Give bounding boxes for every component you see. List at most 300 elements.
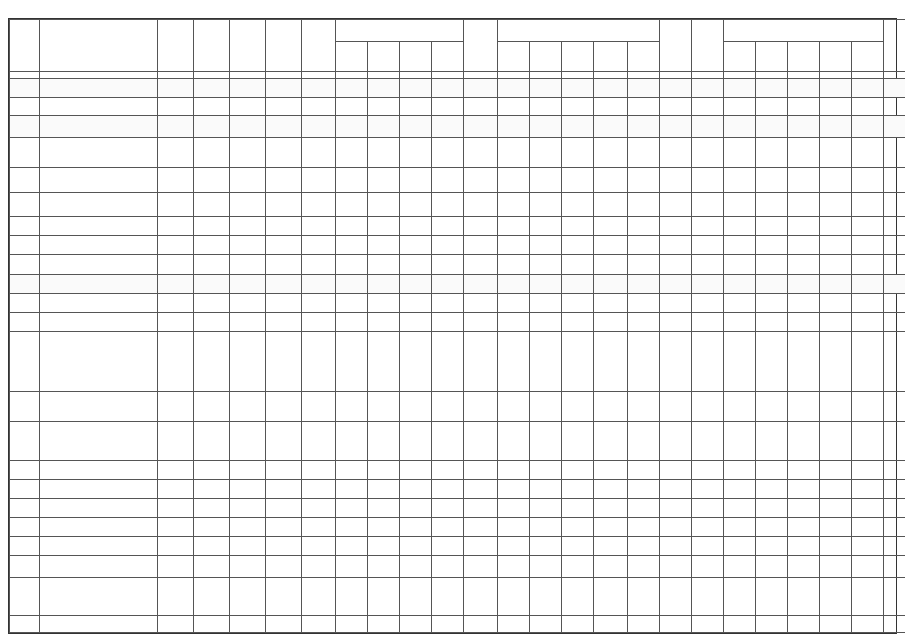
table-cell	[368, 517, 400, 536]
table-cell	[852, 137, 884, 167]
table-cell	[756, 293, 788, 312]
table-cell	[10, 236, 40, 255]
table-cell	[400, 498, 432, 517]
table-cell	[400, 217, 432, 236]
header-cell	[194, 20, 230, 72]
table-cell	[724, 556, 756, 578]
header-cell	[10, 20, 40, 72]
table-cell	[530, 137, 562, 167]
table-cell	[852, 460, 884, 479]
table-cell	[498, 479, 530, 498]
table-cell	[628, 312, 660, 331]
header-cell	[302, 20, 336, 72]
table-cell	[158, 479, 194, 498]
table-cell	[230, 137, 266, 167]
table-cell	[266, 255, 302, 274]
table-cell	[756, 79, 788, 98]
table-cell	[692, 192, 724, 217]
table-cell	[852, 79, 884, 98]
table-cell	[884, 479, 905, 498]
table-cell	[230, 312, 266, 331]
table-row	[10, 312, 905, 331]
table-cell	[884, 517, 905, 536]
table-cell	[464, 517, 498, 536]
table-cell	[158, 537, 194, 556]
table-cell	[884, 79, 905, 98]
table-cell	[820, 255, 852, 274]
table-cell	[266, 98, 302, 116]
table-cell	[194, 274, 230, 293]
table-cell	[530, 392, 562, 422]
table-cell	[788, 274, 820, 293]
table-cell	[692, 236, 724, 255]
table-cell	[692, 460, 724, 479]
table-cell	[562, 236, 594, 255]
table-cell	[660, 79, 692, 98]
table-cell	[400, 192, 432, 217]
table-cell	[498, 312, 530, 331]
table-cell	[852, 479, 884, 498]
header-cell	[432, 42, 464, 72]
table-cell	[820, 293, 852, 312]
table-cell	[498, 537, 530, 556]
table-cell	[336, 422, 368, 460]
table-cell	[756, 217, 788, 236]
header-cell	[266, 20, 302, 72]
table-cell	[788, 255, 820, 274]
table-cell	[594, 616, 628, 633]
table-cell	[594, 537, 628, 556]
table-cell	[230, 79, 266, 98]
table-cell	[368, 537, 400, 556]
table-cell	[724, 115, 756, 137]
table-cell	[432, 331, 464, 391]
table-cell	[302, 578, 336, 616]
header-cell	[852, 42, 884, 72]
table-cell	[158, 498, 194, 517]
table-cell	[302, 392, 336, 422]
table-cell	[724, 192, 756, 217]
table-cell	[10, 517, 40, 536]
table-cell	[788, 217, 820, 236]
table-cell	[884, 556, 905, 578]
table-cell	[820, 217, 852, 236]
header-cell	[368, 42, 400, 72]
table-row	[10, 460, 905, 479]
table-cell	[594, 79, 628, 98]
table-cell	[562, 192, 594, 217]
table-cell	[40, 460, 158, 479]
table-cell	[158, 255, 194, 274]
table-cell	[852, 616, 884, 633]
table-cell	[756, 255, 788, 274]
table-cell	[230, 460, 266, 479]
column-number-cell	[820, 72, 852, 79]
table-cell	[852, 293, 884, 312]
header-cell	[158, 20, 194, 72]
table-cell	[692, 137, 724, 167]
table-cell	[724, 331, 756, 391]
table-cell	[368, 255, 400, 274]
register-table	[9, 19, 905, 633]
table-cell	[302, 137, 336, 167]
table-cell	[788, 479, 820, 498]
table-cell	[594, 517, 628, 536]
table-cell	[852, 312, 884, 331]
column-number-cell	[530, 72, 562, 79]
table-cell	[628, 98, 660, 116]
table-cell	[432, 578, 464, 616]
table-cell	[660, 498, 692, 517]
table-cell	[884, 192, 905, 217]
table-cell	[40, 422, 158, 460]
table-cell	[788, 537, 820, 556]
table-cell	[498, 293, 530, 312]
table-cell	[788, 460, 820, 479]
table-cell	[368, 167, 400, 192]
register-sheet	[8, 18, 897, 634]
table-cell	[692, 293, 724, 312]
table-cell	[692, 98, 724, 116]
table-cell	[628, 616, 660, 633]
table-cell	[368, 556, 400, 578]
table-cell	[302, 236, 336, 255]
table-cell	[884, 578, 905, 616]
header-cell	[40, 20, 158, 72]
table-cell	[498, 392, 530, 422]
table-cell	[660, 167, 692, 192]
table-cell	[884, 274, 905, 293]
table-cell	[594, 556, 628, 578]
table-cell	[562, 479, 594, 498]
header-cell	[498, 42, 530, 72]
table-cell	[336, 137, 368, 167]
table-cell	[400, 137, 432, 167]
table-cell	[884, 98, 905, 116]
table-cell	[660, 137, 692, 167]
table-cell	[884, 537, 905, 556]
table-cell	[40, 392, 158, 422]
table-cell	[692, 392, 724, 422]
table-cell	[368, 331, 400, 391]
table-cell	[266, 460, 302, 479]
table-cell	[432, 556, 464, 578]
table-cell	[724, 578, 756, 616]
header-group	[724, 20, 884, 42]
table-cell	[230, 578, 266, 616]
table-cell	[400, 517, 432, 536]
header-cell	[660, 20, 692, 72]
table-cell	[464, 616, 498, 633]
table-cell	[464, 578, 498, 616]
table-cell	[400, 79, 432, 98]
table-cell	[368, 98, 400, 116]
table-row	[10, 217, 905, 236]
table-cell	[788, 498, 820, 517]
table-cell	[884, 422, 905, 460]
header-cell	[820, 42, 852, 72]
table-cell	[594, 192, 628, 217]
table-cell	[10, 460, 40, 479]
table-row	[10, 422, 905, 460]
table-cell	[432, 537, 464, 556]
table-cell	[368, 79, 400, 98]
table-cell	[562, 498, 594, 517]
table-cell	[498, 192, 530, 217]
header-cell	[464, 20, 498, 72]
table-cell	[302, 167, 336, 192]
header-cell	[336, 42, 368, 72]
table-cell	[432, 293, 464, 312]
table-cell	[368, 460, 400, 479]
table-cell	[628, 331, 660, 391]
table-cell	[852, 331, 884, 391]
table-cell	[530, 293, 562, 312]
table-cell	[432, 616, 464, 633]
table-cell	[464, 98, 498, 116]
table-cell	[498, 137, 530, 167]
table-cell	[302, 460, 336, 479]
table-cell	[10, 331, 40, 391]
table-cell	[464, 312, 498, 331]
table-cell	[158, 98, 194, 116]
table-cell	[368, 236, 400, 255]
table-cell	[10, 578, 40, 616]
table-cell	[40, 517, 158, 536]
table-cell	[194, 115, 230, 137]
table-cell	[884, 236, 905, 255]
table-cell	[724, 98, 756, 116]
table-cell	[158, 331, 194, 391]
table-cell	[530, 236, 562, 255]
table-cell	[628, 255, 660, 274]
table-cell	[692, 331, 724, 391]
table-cell	[660, 255, 692, 274]
table-cell	[756, 392, 788, 422]
table-cell	[628, 167, 660, 192]
table-cell	[724, 217, 756, 236]
table-cell	[724, 392, 756, 422]
table-cell	[40, 616, 158, 633]
table-cell	[756, 167, 788, 192]
table-cell	[10, 293, 40, 312]
table-cell	[230, 192, 266, 217]
table-cell	[302, 498, 336, 517]
header-cell	[594, 42, 628, 72]
table-cell	[266, 293, 302, 312]
table-cell	[464, 460, 498, 479]
table-cell	[368, 422, 400, 460]
table-cell	[302, 115, 336, 137]
table-cell	[158, 79, 194, 98]
table-cell	[884, 392, 905, 422]
table-cell	[464, 422, 498, 460]
table-cell	[432, 255, 464, 274]
table-cell	[884, 255, 905, 274]
table-cell	[230, 167, 266, 192]
table-cell	[266, 115, 302, 137]
table-cell	[562, 79, 594, 98]
table-cell	[628, 236, 660, 255]
table-cell	[756, 479, 788, 498]
table-cell	[194, 578, 230, 616]
table-cell	[40, 115, 158, 137]
table-cell	[10, 498, 40, 517]
table-cell	[400, 422, 432, 460]
table-cell	[158, 556, 194, 578]
table-cell	[368, 137, 400, 167]
table-cell	[336, 167, 368, 192]
table-cell	[400, 255, 432, 274]
table-cell	[530, 274, 562, 293]
table-cell	[10, 274, 40, 293]
column-number-cell	[498, 72, 530, 79]
table-cell	[692, 517, 724, 536]
table-cell	[336, 79, 368, 98]
column-number-cell	[562, 72, 594, 79]
table-cell	[660, 537, 692, 556]
column-number-cell	[594, 72, 628, 79]
table-cell	[432, 392, 464, 422]
table-cell	[660, 517, 692, 536]
table-cell	[724, 293, 756, 312]
table-cell	[562, 312, 594, 331]
table-cell	[302, 479, 336, 498]
table-cell	[660, 236, 692, 255]
column-number-cell	[464, 72, 498, 79]
table-cell	[884, 137, 905, 167]
table-cell	[852, 115, 884, 137]
table-cell	[724, 79, 756, 98]
table-cell	[756, 616, 788, 633]
table-cell	[820, 460, 852, 479]
column-number-cell	[400, 72, 432, 79]
table-cell	[692, 79, 724, 98]
header-cell	[530, 42, 562, 72]
table-cell	[628, 479, 660, 498]
table-cell	[498, 115, 530, 137]
table-cell	[788, 312, 820, 331]
table-cell	[788, 192, 820, 217]
table-cell	[230, 115, 266, 137]
table-cell	[400, 479, 432, 498]
table-cell	[400, 167, 432, 192]
table-cell	[432, 217, 464, 236]
table-cell	[628, 460, 660, 479]
table-row	[10, 255, 905, 274]
table-cell	[230, 236, 266, 255]
table-cell	[594, 236, 628, 255]
table-cell	[820, 578, 852, 616]
table-cell	[400, 312, 432, 331]
table-cell	[10, 255, 40, 274]
table-cell	[230, 556, 266, 578]
table-cell	[756, 312, 788, 331]
table-cell	[530, 192, 562, 217]
table-cell	[756, 236, 788, 255]
column-number-cell	[266, 72, 302, 79]
table-cell	[562, 616, 594, 633]
table-cell	[158, 293, 194, 312]
table-cell	[40, 312, 158, 331]
table-cell	[628, 293, 660, 312]
header-cell	[692, 20, 724, 72]
table-cell	[530, 578, 562, 616]
table-cell	[194, 498, 230, 517]
table-cell	[660, 556, 692, 578]
table-cell	[40, 137, 158, 167]
table-cell	[498, 255, 530, 274]
table-cell	[40, 255, 158, 274]
table-cell	[498, 79, 530, 98]
table-cell	[530, 537, 562, 556]
table-cell	[368, 498, 400, 517]
table-cell	[400, 460, 432, 479]
table-cell	[852, 392, 884, 422]
column-number-cell	[660, 72, 692, 79]
table-cell	[692, 115, 724, 137]
header-group	[498, 20, 660, 42]
table-cell	[594, 137, 628, 167]
table-cell	[464, 167, 498, 192]
table-cell	[820, 167, 852, 192]
table-cell	[432, 98, 464, 116]
table-cell	[158, 616, 194, 633]
table-cell	[692, 312, 724, 331]
table-cell	[594, 274, 628, 293]
table-cell	[562, 331, 594, 391]
table-cell	[660, 479, 692, 498]
table-cell	[158, 312, 194, 331]
table-cell	[400, 331, 432, 391]
table-cell	[724, 460, 756, 479]
table-cell	[724, 517, 756, 536]
table-cell	[10, 556, 40, 578]
table-cell	[194, 392, 230, 422]
table-cell	[230, 537, 266, 556]
table-cell	[594, 422, 628, 460]
table-cell	[194, 556, 230, 578]
table-cell	[628, 137, 660, 167]
table-cell	[692, 616, 724, 633]
table-cell	[40, 578, 158, 616]
table-cell	[628, 556, 660, 578]
table-cell	[562, 98, 594, 116]
table-cell	[10, 79, 40, 98]
table-cell	[724, 255, 756, 274]
table-cell	[660, 331, 692, 391]
table-cell	[400, 98, 432, 116]
table-cell	[302, 616, 336, 633]
table-row	[10, 517, 905, 536]
table-row	[10, 98, 905, 116]
table-cell	[756, 115, 788, 137]
table-cell	[302, 422, 336, 460]
table-cell	[820, 537, 852, 556]
table-cell	[194, 217, 230, 236]
table-cell	[266, 556, 302, 578]
table-cell	[432, 115, 464, 137]
table-cell	[756, 422, 788, 460]
table-cell	[498, 217, 530, 236]
table-cell	[530, 331, 562, 391]
table-cell	[628, 498, 660, 517]
column-number-cell	[724, 72, 756, 79]
table-cell	[852, 236, 884, 255]
table-cell	[302, 537, 336, 556]
table-cell	[10, 167, 40, 192]
table-cell	[756, 137, 788, 167]
